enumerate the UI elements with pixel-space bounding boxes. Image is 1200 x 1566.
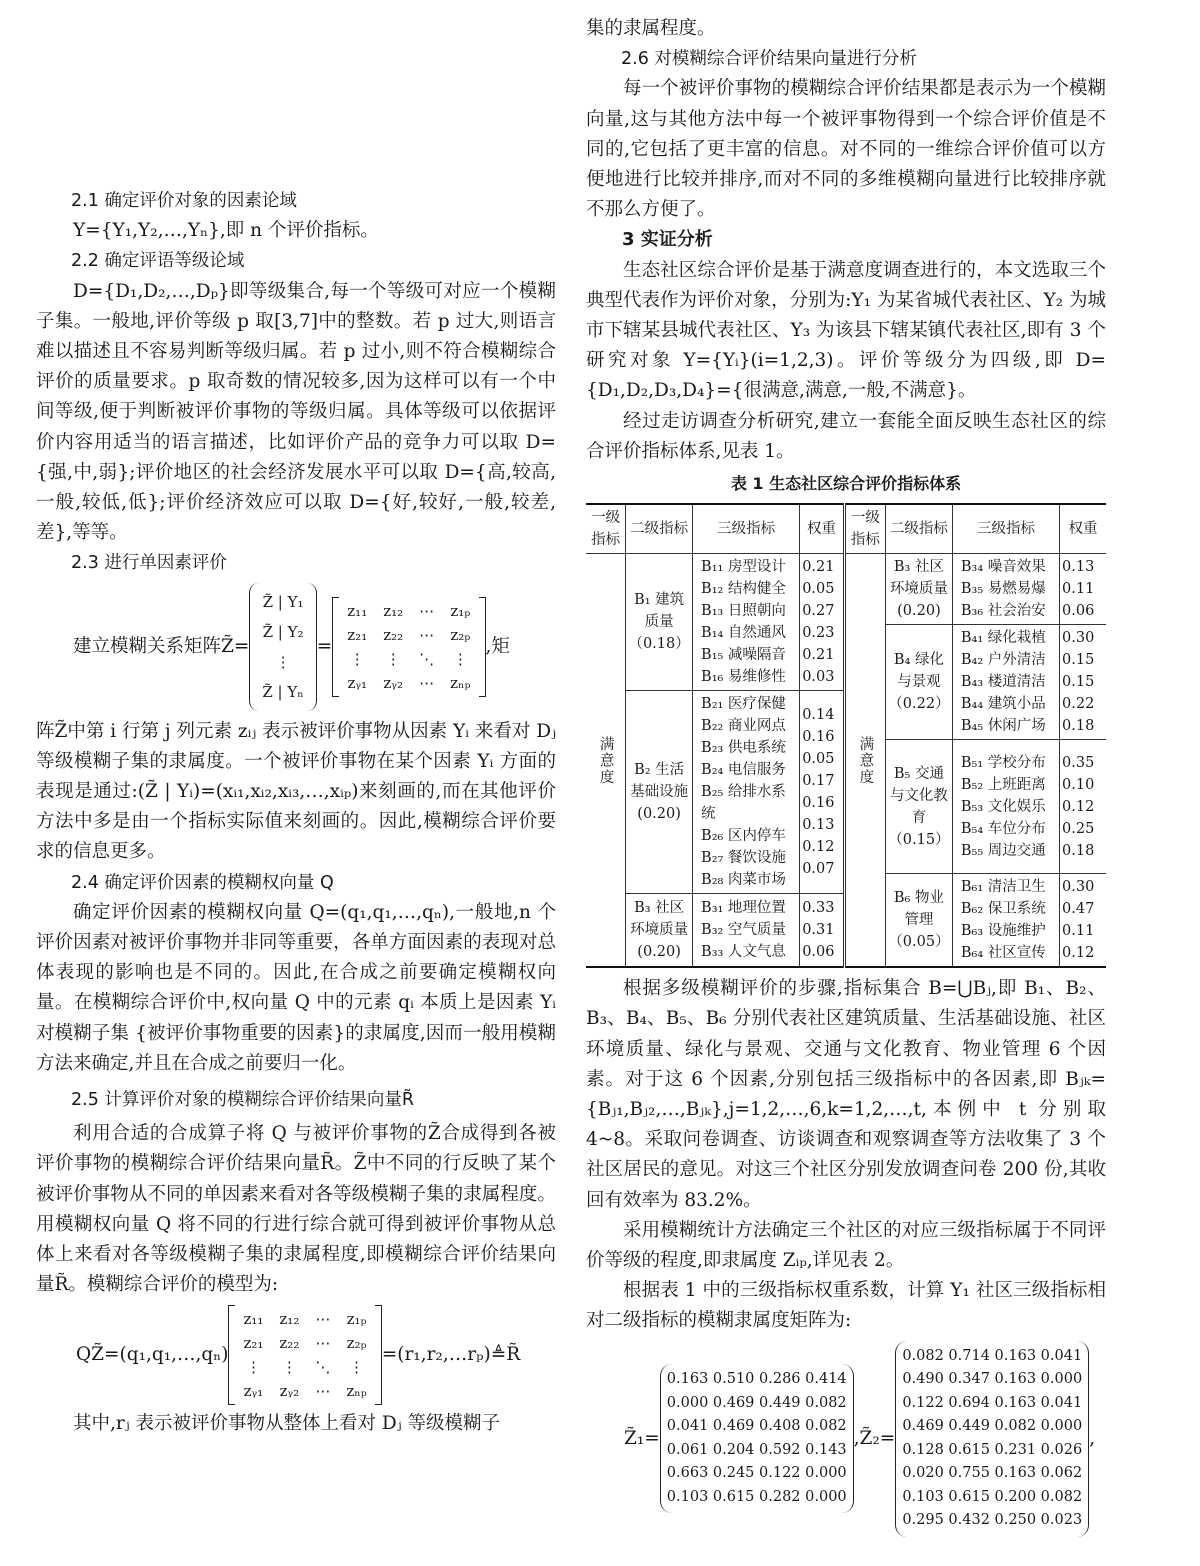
level2-cell: B₃ 社区环境质量(0.20) — [886, 554, 953, 625]
section-3-text-1: 生态社区综合评价是基于满意度调查进行的，本文选取三个典型代表作为评价对象，分别为:Y₁ 为某省城代表社区、Y₂ 为城市下辖某县城代表社区、Y₃ 为该县下辖某镇代表社区,即有 3 个研究对象 Y={Yᵢ}(i=1,2,3)。评价等级分为四级,即 D={D₁,D₂,D₃,D₄}={很满意,满意,一般,不满意}。 — [586, 259, 1106, 402]
z2-label: ,Z̃₂= — [853, 1427, 896, 1449]
column-vector-entry: ⋮ — [275, 652, 291, 671]
table-header-cell: 二级指标 — [886, 504, 953, 554]
level3-items: B₁₁ 房型设计 B₁₂ 结构健全 B₁₃ 日照朝向 B₁₄ 自然通风 B₁₅ 减噪隔音 B₁₆ 易维修性 — [693, 554, 800, 691]
matrix-cell: ⋮ — [452, 649, 468, 668]
section-2-5-title: 2.5 计算评价对象的模糊综合评价结果向量R̃ — [71, 1090, 415, 1111]
weight-values: 0.30 0.47 0.11 0.12 — [1060, 874, 1106, 968]
level2-cell: B₄ 绿化与景观（0.22） — [886, 625, 953, 740]
table-header-cell: 权重 — [800, 504, 845, 554]
section-2-2-text: D={D₁,D₂,…,Dₚ}即等级集合,每一个等级可对应一个模糊子集。一般地,评价等级 p 取[3,7]中的整数。若 p 过大,则语言难以描述且不容易判断等级归属。若 p 过小,则不符合模糊综合评价的质量要求。p 取奇数的情况较多,因为这样可以有一个中间等级,便于判断被评价事物的等级归属。具体等级可以依据评价内容用适当的语言描述，比如评价产品的竞争力可以取 D={强,中,弱};评价地区的社会经济发展水平可以取 D={高,较高,一般,较低,低};评价经济效应可以取 D={好,较好,一般,较差,差},等等。 — [36, 280, 556, 544]
table-header-cell: 二级指标 — [626, 504, 693, 554]
matrix-cell: ⋮ — [385, 649, 401, 668]
trailing-comma: , — [1089, 1427, 1096, 1449]
matrix-cell: ⋮ — [281, 1357, 297, 1376]
matrix-cell: ⋮ — [245, 1357, 261, 1376]
z2-matrix: 0.082 0.714 0.163 0.041 0.490 0.347 0.163 0.000 0.122 0.694 0.163 0.041 0.469 0.449 0.082 0.000 0.128 0.615 0.231 0.026 0.020 0.755 0.163 0.062 0.103 0.615 0.200 0.082 0.295 0.432 0.250 0.023 — [895, 1341, 1089, 1537]
level3-items: B₃₄ 噪音效果 B₃₅ 易燃易爆 B₃₆ 社会治安 — [952, 554, 1059, 625]
matrix-cell: ⋱ — [419, 649, 435, 668]
table-header-cell: 三级指标 — [693, 504, 800, 554]
section-3-title: 3 实证分析 — [622, 229, 713, 251]
section-2-5-footer: 其中,rⱼ 表示被评价事物从整体上看对 Dⱼ 等级模糊子 — [73, 1412, 500, 1434]
weight-values: 0.30 0.15 0.15 0.22 0.18 — [1060, 625, 1106, 740]
section-2-4-text: 确定评价因素的模糊权向量 Q=(q₁,q₁,…,qₙ),一般地,n 个评价因素对被评价事物并非同等重要，各单方面因素的表现对总体表现的影响也是不同的。因此,在合成之前要确定模糊权向量。在模糊综合评价中,权向量 Q 中的元素 qᵢ 本质上是因素 Yᵢ 对模糊子集 {被评价事物重要的因素}的隶属度,因而一般用模糊方法来确定,并且在合成之前要归一化。 — [36, 901, 556, 1074]
matrix-cell: zᵧ₁ — [243, 1381, 264, 1400]
weight-values: 0.33 0.31 0.06 — [800, 894, 845, 968]
matrix-cell: z₂₁ — [347, 625, 368, 644]
matrix-cell: z₂₂ — [279, 1333, 300, 1352]
fuzzy-relation-matrix-equation — [36, 583, 556, 711]
table-header-cell: 权重 — [1060, 504, 1106, 554]
section-2-6-text: 每一个被评价事物的模糊综合评价结果都是表示为一个模糊向量,这与其他方法中每一个被评事物得到一个综合评价值是不同的,它包括了更丰富的信息。对不同的一维综合评价值可以方便地进行比较并排序,而对不同的多维模糊向量进行比较排序就不那么方便了。 — [586, 78, 1106, 221]
z-matrix — [332, 597, 485, 697]
matrix-cell: ⋮ — [349, 1357, 365, 1376]
matrix-cell: z₁₂ — [383, 601, 404, 620]
equation-suffix: ,矩 — [485, 635, 510, 657]
matrix-cell: ⋯ — [315, 1381, 331, 1400]
level3-items: B₆₁ 清洁卫生 B₆₂ 保卫系统 B₆₃ 设施维护 B₆₄ 社区宣传 — [952, 874, 1059, 968]
model-suffix: =(r₁,r₂,…rₚ)≜R̃ — [381, 1343, 521, 1365]
section-2-4-title: 2.4 确定评价因素的模糊权向量 Q — [71, 872, 334, 893]
matrix-cell: z₁₁ — [243, 1309, 264, 1328]
right-column — [586, 14, 1106, 1537]
z1-matrix: 0.163 0.510 0.286 0.414 0.000 0.469 0.449 0.082 0.041 0.469 0.408 0.082 0.061 0.204 0.592 0.143 0.663 0.245 0.122 0.000 0.103 0.615 0.282 0.000 — [660, 1364, 854, 1513]
matrix-cell: z₂₁ — [243, 1333, 264, 1352]
z1-label: Z̃₁= — [624, 1427, 660, 1449]
section-2-2-title: 2.2 确定评语等级论域 — [71, 251, 245, 272]
column-vector-entry: Z̃ | Yₙ — [262, 682, 304, 701]
level3-items: B₂₁ 医疗保健 B₂₂ 商业网点 B₂₃ 供电系统 B₂₄ 电信服务 B₂₅ 给排水系统 B₂₆ 区内停车 B₂₇ 餐饮设施 B₂₈ 肉菜市场 — [693, 691, 800, 894]
matrix-cell: ⋯ — [419, 625, 435, 644]
matrix-cell: z₂₂ — [383, 625, 404, 644]
equals-sign: = — [316, 635, 333, 657]
level2-cell: B₂ 生活基础设施(0.20) — [626, 691, 693, 894]
matrix-cell: zₙₚ — [346, 1381, 367, 1400]
matrix-cell: zₙₚ — [450, 673, 471, 692]
matrix-cell: zᵧ₂ — [279, 1381, 300, 1400]
level1-cell-right: 满意度 — [844, 554, 885, 968]
weight-values: 0.14 0.16 0.05 0.17 0.16 0.13 0.12 0.07 — [800, 691, 845, 894]
section-2-3-text: 阵Z̃中第 i 行第 j 列元素 zᵢⱼ 表示被评价事物从因素 Yᵢ 来看对 Dⱼ 等级模糊子集的隶属度。一个被评价事物在某个因素 Yᵢ 方面的表现是通过:(Z̃ | Yᵢ)=(xᵢ₁,xᵢ₂,xᵢ₃,…,xᵢₚ)来刻画的,而在其他评价方法中多是由一个指标实际值来刻画的。因此,模糊综合评价要求的信息更多。 — [36, 720, 556, 863]
left-column — [36, 186, 556, 1439]
composition-model-equation — [76, 1305, 556, 1405]
level3-items: B₄₁ 绿化栽植 B₄₂ 户外清洁 B₄₃ 楼道清洁 B₄₄ 建筑小品 B₄₅ 休闲广场 — [952, 625, 1059, 740]
equation-prefix: 建立模糊关系矩阵Z̃= — [73, 635, 250, 657]
level2-cell: B₆ 物业管理（0.05） — [886, 874, 953, 968]
matrix-cell: ⋯ — [315, 1333, 331, 1352]
level3-items: B₃₁ 地理位置 B₃₂ 空气质量 B₃₃ 人文气息 — [693, 894, 800, 968]
matrix-cell: ⋯ — [315, 1309, 331, 1328]
table-header-cell: 三级指标 — [952, 504, 1059, 554]
table-1-title: 表 1 生态社区综合评价指标体系 — [730, 474, 962, 494]
matrix-cell: z₁₂ — [279, 1309, 300, 1328]
matrix-cell: z₁ₚ — [450, 601, 471, 620]
weight-values: 0.13 0.11 0.06 — [1060, 554, 1106, 625]
membership-matrices — [624, 1341, 1106, 1537]
level2-cell: B₅ 交通与文化教育（0.15） — [886, 740, 953, 874]
section-2-5-text: 利用合适的合成算子将 Q 与被评价事物的Z̃合成得到各被评价事物的模糊综合评价结果向量R̃。Z̃中不同的行反映了某个被评价事物从不同的单因素来看对各等级模糊子集的隶属程度。用模糊权向量 Q 将不同的行进行综合就可得到被评价事物从总体上来看对各等级模糊子集的隶属程度,即模糊综合评价结果向量R̃。模糊综合评价的模型为: — [36, 1123, 556, 1296]
z-matrix-model — [228, 1305, 381, 1405]
continued-text: 集的隶属程度。 — [586, 18, 716, 39]
matrix-cell: ⋯ — [419, 601, 435, 620]
matrix-cell: zᵧ₁ — [347, 673, 368, 692]
level2-cell: B₃ 社区环境质量(0.20) — [626, 894, 693, 968]
after-table-text-1: 根据多级模糊评价的步骤,指标集合 B=⋃Bⱼ,即 B₁、B₂、B₃、B₄、B₅、B₆ 分别代表社区建筑质量、生活基础设施、社区环境质量、绿化与景观、交通与文化教育、物业管理 6 个因素。对于这 6 个因素,分别包括三级指标中的各因素,即 Bⱼₖ={Bⱼ₁,Bⱼ₂,…,Bⱼₖ},j=1,2,…,6,k=1,2,…,t,本例中 t 分别取 4~8。采取问卷调查、访谈调查和观察调查等方法收集了 3 个社区居民的意见。对这三个社区分别发放调查问卷 200 份,其收回有效率为 83.2%。 — [586, 978, 1106, 1211]
matrix-cell: z₁ₚ — [346, 1309, 367, 1328]
level3-items: B₅₁ 学校分布 B₅₂ 上班距离 B₅₃ 文化娱乐 B₅₄ 车位分布 B₅₅ 周边交通 — [952, 740, 1059, 874]
section-2-1-text: Y={Y₁,Y₂,…,Yₙ},即 n 个评价指标。 — [73, 220, 379, 242]
section-3-text-2: 经过走访调查分析研究,建立一套能全面反映生态社区的综合评价指标体系,见表 1。 — [586, 410, 1106, 462]
matrix-cell: z₂ₚ — [450, 625, 471, 644]
level2-cell: B₁ 建筑质量（0.18） — [626, 554, 693, 691]
level1-cell-left: 满意度 — [586, 554, 626, 968]
column-vector-entry: Z̃ | Y₂ — [262, 622, 304, 641]
matrix-cell: ⋱ — [315, 1357, 331, 1376]
column-vector-entry: Z̃ | Y₁ — [262, 592, 304, 611]
table-header-cell: 一级指标 — [844, 504, 885, 554]
section-2-3-title: 2.3 进行单因素评价 — [71, 553, 227, 574]
after-table-text-2: 采用模糊统计方法确定三个社区的对应三级指标属于不同评价等级的程度,即隶属度 Zᵢₚ,详见表 2。 — [586, 1219, 1106, 1272]
table-header-cell: 一级指标 — [586, 504, 626, 554]
factor-column-vector — [249, 583, 316, 711]
section-2-1-title: 2.1 确定评价对象的因素论域 — [71, 191, 297, 211]
model-prefix: QZ̃=(q₁,q₁,…,qₙ) — [76, 1343, 229, 1365]
section-2-6-title: 2.6 对模糊综合评价结果向量进行分析 — [621, 49, 917, 70]
table-1 — [586, 503, 1106, 968]
weight-values: 0.35 0.10 0.12 0.25 0.18 — [1060, 740, 1106, 874]
matrix-cell: ⋮ — [349, 649, 365, 668]
matrix-cell: z₁₁ — [347, 601, 368, 620]
matrix-cell: ⋯ — [419, 673, 435, 692]
weight-values: 0.21 0.05 0.27 0.23 0.21 0.03 — [800, 554, 845, 691]
matrix-cell: zᵧ₂ — [383, 673, 403, 692]
after-table-text-3: 根据表 1 中的三级指标权重系数，计算 Y₁ 社区三级指标相对二级指标的模糊隶属度矩阵为: — [586, 1280, 1106, 1332]
matrix-cell: z₂ₚ — [346, 1333, 367, 1352]
